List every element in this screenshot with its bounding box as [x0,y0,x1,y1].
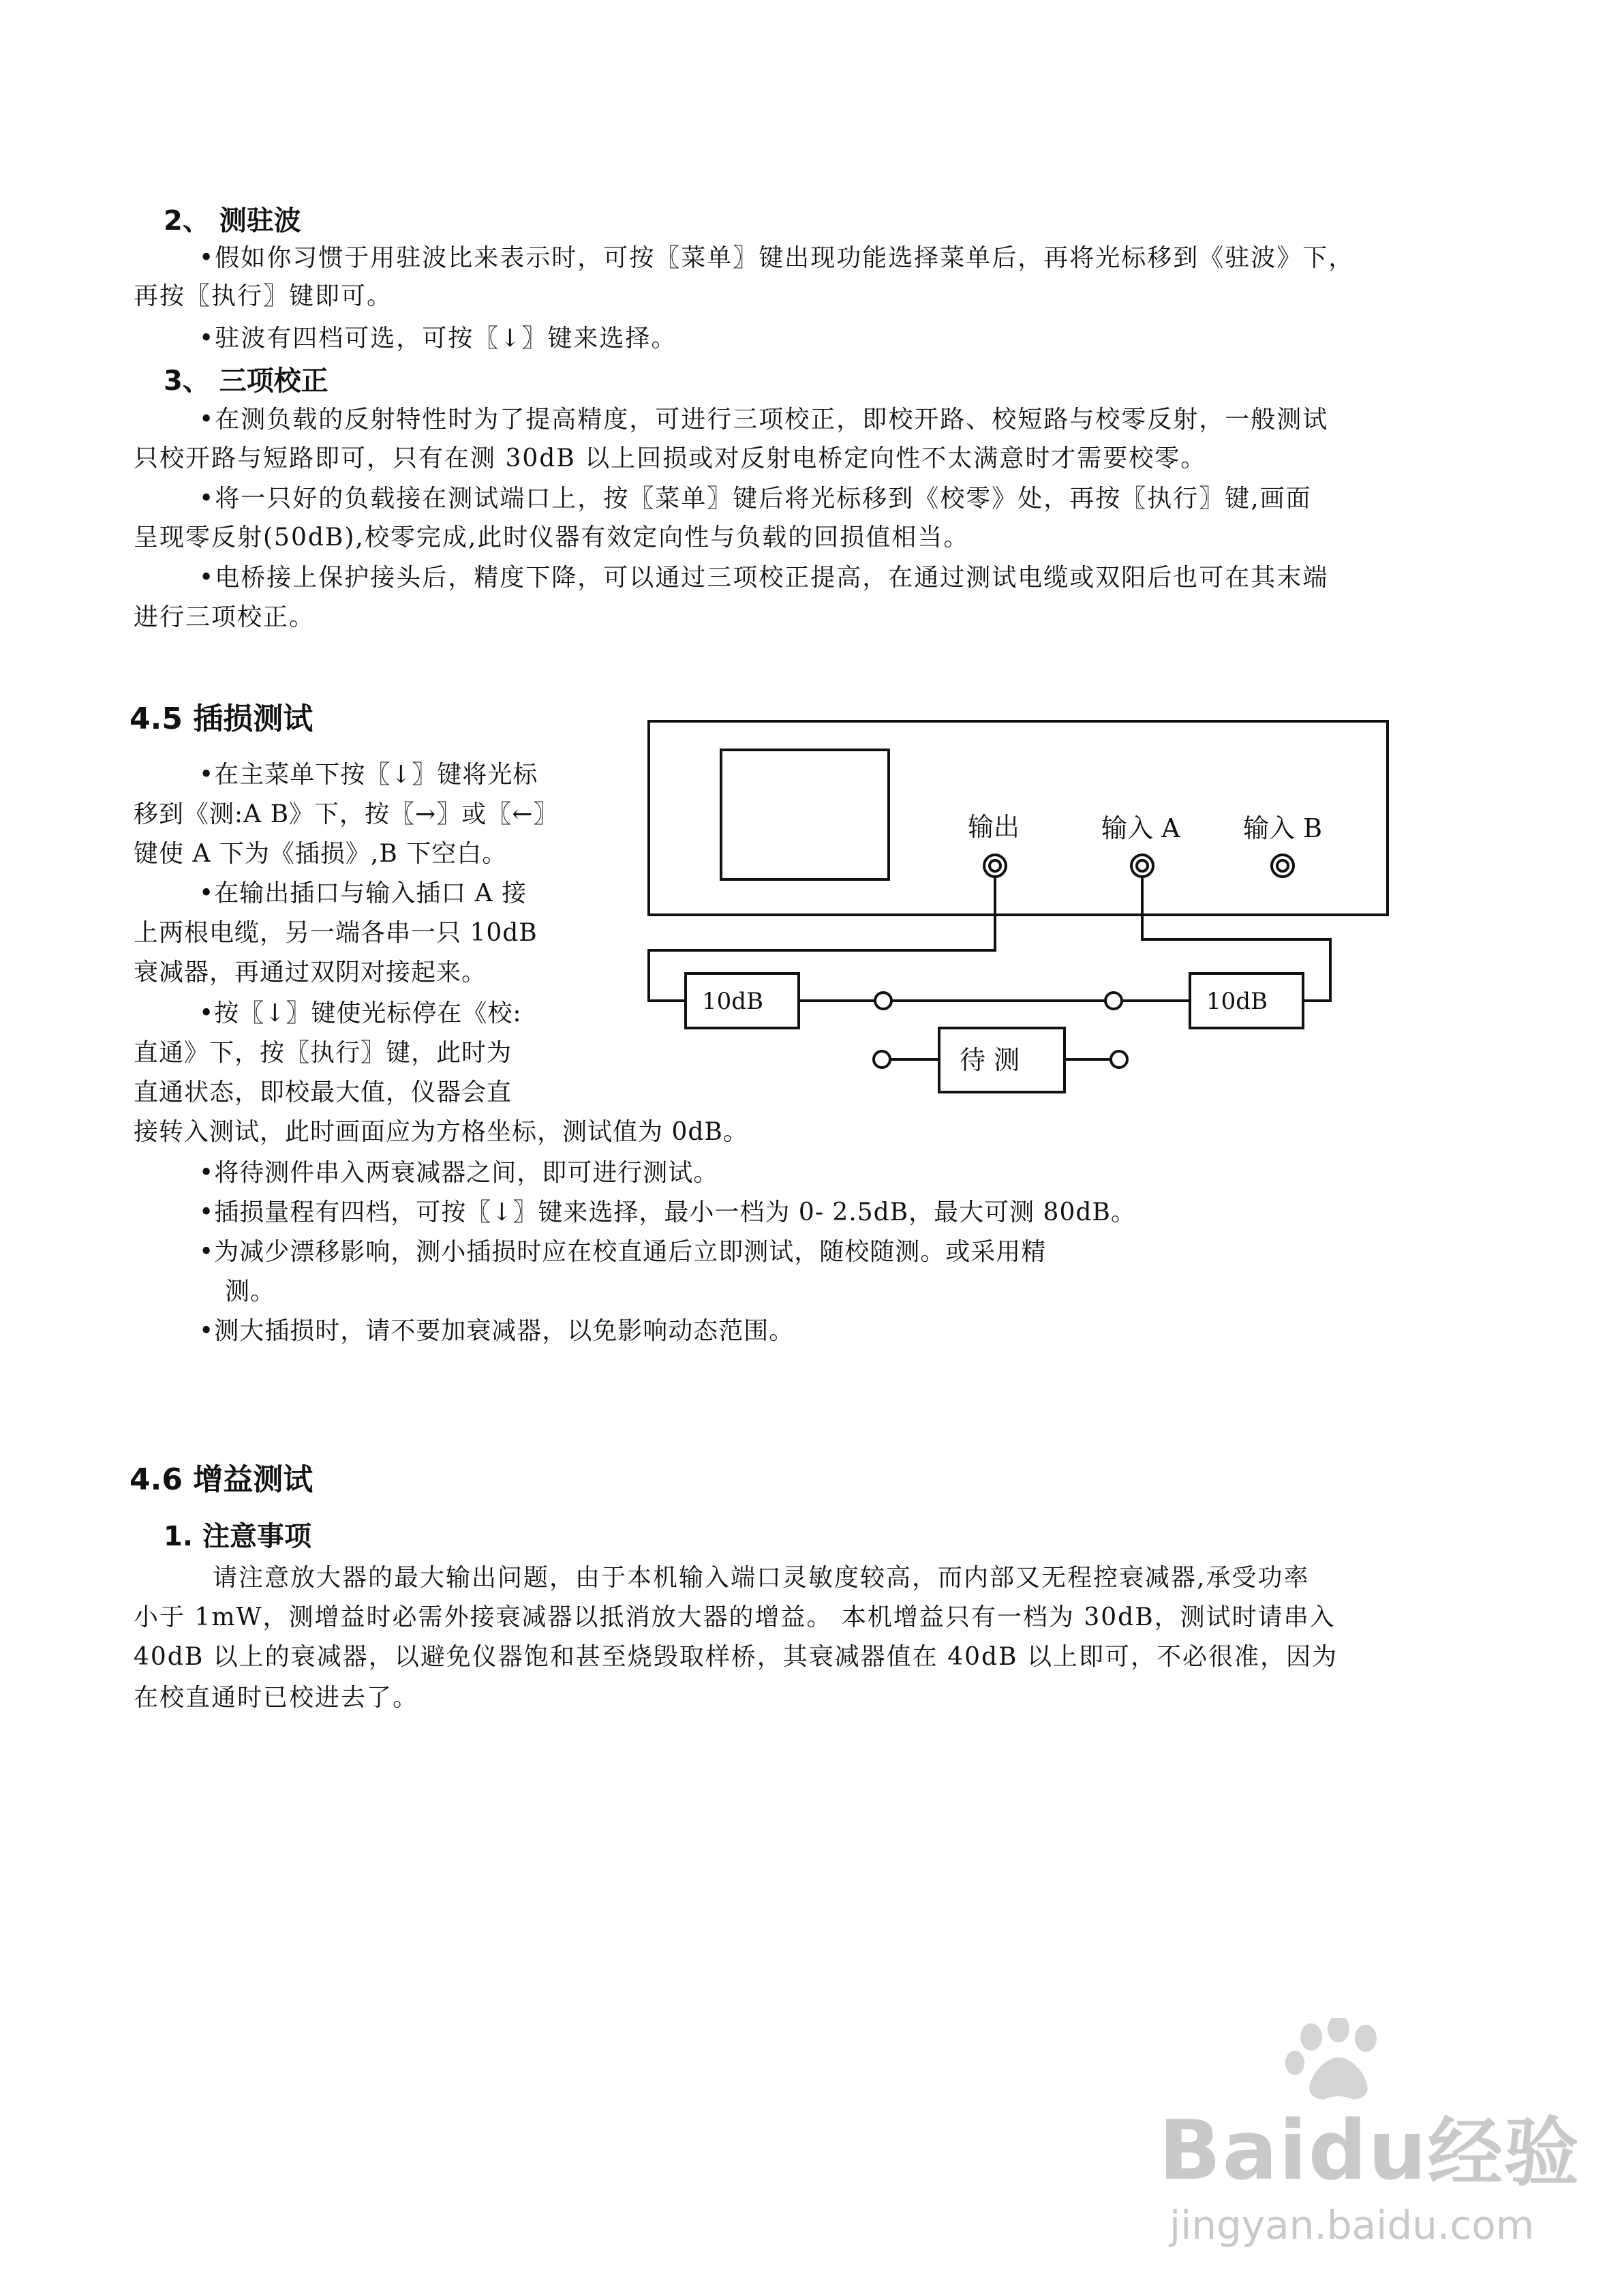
input-b-port [1272,855,1294,877]
il-line7: •按〖↓〗键使光标停在《校: [199,999,522,1027]
gain-line3: 40dB 以上的衰减器，以避免仪器饱和甚至烧毁取样桥，其衰减器值在 40dB 以上即可，不必很准，因为 [134,1643,1338,1671]
watermark-brand [1159,2093,1580,2201]
watermark-brand-cn: 经验 [1427,2109,1580,2196]
cal-heading: 3、 三项校正 [164,365,328,397]
il-bullet2: •插损量程有四档，可按〖↓〗键来选择，最小一档为 0- 2.5dB，最大可测 80dB。 [199,1198,1136,1226]
cal-para2-line1: •将一只好的负载接在测试端口上，按〖菜单〗键后将光标移到《校零》处，再按〖执行〗键,画面 [199,485,1312,513]
cal-para1-line1: •在测负载的反射特性时为了提高精度，可进行三项校正，即校开路、校短路与校零反射，一般测试 [199,406,1329,434]
cal-para3-line2: 进行三项校正。 [134,603,316,631]
label-input-a: 输入 A [1101,813,1180,843]
attenuator-right-label: 10dB [1206,988,1268,1015]
il-line5: 上两根电缆，另一端各串一只 10dB [134,919,538,947]
gain-test-heading: 4.6 增益测试 [129,1462,313,1497]
dut-connector-right [1111,1051,1127,1068]
dut-label: 待 测 [960,1045,1020,1075]
il-line10: 接转入测试，此时画面应为方格坐标，测试值为 0dB。 [134,1118,748,1146]
cal-para1-line2: 只校开路与短路即可，只有在测 30dB 以上回损或对反射电桥定向性不太满意时才需要校零。 [134,444,1207,472]
il-line9: 直通状态，即校最大值，仪器会直 [134,1078,512,1106]
gain-line1: 请注意放大器的最大输出问题，由于本机输入端口灵敏度较高，而内部又无程控衰减器,承受功率 [213,1564,1310,1592]
il-line6: 衰减器，再通过双阴对接起来。 [134,958,487,986]
swr-para1-line1: •假如你习惯于用驻波比来表示时，可按〖菜单〗键出现功能选择菜单后，再将光标移到《驻波》下， [199,244,1355,272]
il-line4: •在输出插口与输入插口 A 接 [199,879,527,907]
instrument-screen [721,750,889,879]
connector-left [875,993,891,1009]
watermark-url: jingyan.baidu.com [1169,2202,1535,2248]
attenuator-left-label: 10dB [702,988,764,1015]
swr-para2: •驻波有四档可选，可按〖↓〗键来选择。 [199,324,677,352]
il-bullet3-line1: •为减少漂移影响，测小插损时应在校直通后立即测试，随校随测。或采用精 [199,1238,1047,1266]
il-bullet3-line2: 测。 [225,1278,276,1305]
label-input-b: 输入 B [1243,813,1323,843]
cal-para2-line2: 呈现零反射(50dB),校零完成,此时仪器有效定向性与负载的回损值相当。 [134,524,970,552]
gain-line4: 在校直通时已校进去了。 [134,1684,419,1712]
output-port [984,855,1006,877]
watermark-brand-part2: du [1308,2104,1428,2199]
label-output: 输出 [968,812,1020,842]
swr-heading: 2、 测驻波 [164,205,301,237]
swr-para1-line2: 再按〖执行〗键即可。 [134,282,393,310]
insertion-loss-heading: 4.5 插损测试 [129,701,313,736]
connector-right [1105,993,1122,1009]
il-bullet1: •将待测件串入两衰减器之间，即可进行测试。 [199,1159,719,1187]
dut-connector-left [874,1051,890,1068]
il-line2: 移到《测:A B》下，按〖→〗或〖←〗 [134,800,559,828]
output-cable [649,877,995,1001]
il-bullet4: •测大插损时，请不要加衰减器，以免影响动态范围。 [199,1317,795,1345]
il-line1: •在主菜单下按〖↓〗键将光标 [199,761,538,789]
il-line8: 直通》下，按〖执行〗键，此时为 [134,1039,512,1067]
gain-line2: 小于 1mW，测增益时必需外接衰减器以抵消放大器的增益。 本机增益只有一档为 30dB，测试时请串入 [134,1603,1336,1631]
gain-notes-heading: 1. 注意事项 [164,1521,311,1552]
watermark-brand-part1: Bai [1159,2104,1309,2199]
cal-para3-line1: •电桥接上保护接头后，精度下降，可以通过三项校正提高，在通过测试电缆或双阳后也可在其末端 [199,564,1329,592]
il-line3: 键使 A 下为《插损》,B 下空白。 [134,840,508,868]
input-a-port [1131,855,1153,877]
